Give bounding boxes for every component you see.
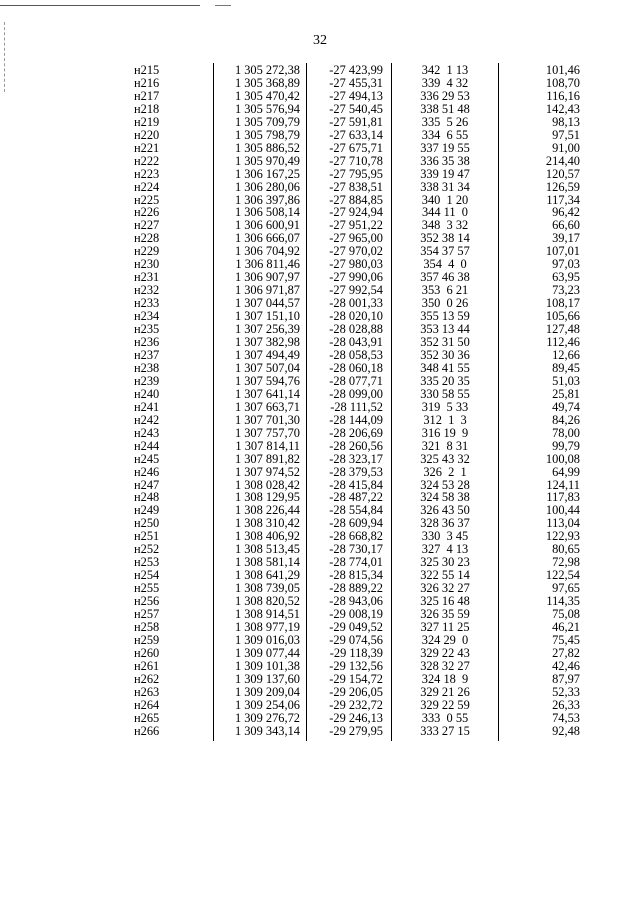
segment-length-cell: 117,83 bbox=[499, 491, 593, 504]
direction-angle-cell: 348 3 32 bbox=[392, 219, 499, 232]
direction-angle-cell: 350 0 26 bbox=[392, 297, 499, 310]
coord-y-cell: -29 132,56 bbox=[307, 660, 392, 673]
table-row bbox=[120, 155, 592, 168]
coord-x-cell: 1 308 129,95 bbox=[214, 491, 307, 504]
direction-angle-cell: 355 13 59 bbox=[392, 310, 499, 323]
coord-y-cell: -27 884,85 bbox=[307, 194, 392, 207]
point-name-cell: н263 bbox=[120, 686, 214, 699]
coord-y-cell: -27 710,78 bbox=[307, 155, 392, 168]
coord-y-cell: -27 423,99 bbox=[307, 63, 392, 77]
point-name-cell: н231 bbox=[120, 271, 214, 284]
direction-angle-cell: 329 22 43 bbox=[392, 647, 499, 660]
segment-length-cell: 100,08 bbox=[499, 453, 593, 466]
point-name-cell: н247 bbox=[120, 479, 214, 492]
point-name-cell: н251 bbox=[120, 530, 214, 543]
segment-length-cell: 98,13 bbox=[499, 116, 593, 129]
coord-x-cell: 1 305 798,79 bbox=[214, 129, 307, 142]
direction-angle-cell: 322 55 14 bbox=[392, 569, 499, 582]
coord-y-cell: -29 279,95 bbox=[307, 725, 392, 741]
coord-y-cell: -27 494,13 bbox=[307, 90, 392, 103]
direction-angle-cell: 353 13 44 bbox=[392, 323, 499, 336]
coord-y-cell: -29 074,56 bbox=[307, 634, 392, 647]
coord-y-cell: -28 379,53 bbox=[307, 466, 392, 479]
coord-y-cell: -28 774,01 bbox=[307, 556, 392, 569]
direction-angle-cell: 352 31 50 bbox=[392, 336, 499, 349]
point-name-cell: н228 bbox=[120, 232, 214, 245]
coord-x-cell: 1 306 971,87 bbox=[214, 284, 307, 297]
direction-angle-cell: 348 41 55 bbox=[392, 362, 499, 375]
table-row bbox=[120, 103, 592, 116]
coord-x-cell: 1 305 272,38 bbox=[214, 63, 307, 77]
point-name-cell: н259 bbox=[120, 634, 214, 647]
coord-x-cell: 1 306 907,97 bbox=[214, 271, 307, 284]
direction-angle-cell: 334 6 55 bbox=[392, 129, 499, 142]
segment-length-cell: 113,04 bbox=[499, 517, 593, 530]
direction-angle-cell: 312 1 3 bbox=[392, 414, 499, 427]
direction-angle-cell: 330 3 45 bbox=[392, 530, 499, 543]
coord-x-cell: 1 308 226,44 bbox=[214, 504, 307, 517]
coord-y-cell: -29 206,05 bbox=[307, 686, 392, 699]
point-name-cell: н245 bbox=[120, 453, 214, 466]
segment-length-cell: 75,45 bbox=[499, 634, 593, 647]
coord-x-cell: 1 308 028,42 bbox=[214, 479, 307, 492]
coord-y-cell: -28 077,71 bbox=[307, 375, 392, 388]
coord-x-cell: 1 307 044,57 bbox=[214, 297, 307, 310]
point-name-cell: н266 bbox=[120, 725, 214, 741]
coord-y-cell: -28 111,52 bbox=[307, 401, 392, 414]
segment-length-cell: 112,46 bbox=[499, 336, 593, 349]
point-name-cell: н242 bbox=[120, 414, 214, 427]
coord-x-cell: 1 309 077,44 bbox=[214, 647, 307, 660]
point-name-cell: н223 bbox=[120, 168, 214, 181]
table-row bbox=[120, 686, 592, 699]
segment-length-cell: 27,82 bbox=[499, 647, 593, 660]
direction-angle-cell: 327 4 13 bbox=[392, 543, 499, 556]
point-name-cell: н249 bbox=[120, 504, 214, 517]
coord-x-cell: 1 307 814,11 bbox=[214, 440, 307, 453]
coord-y-cell: -28 144,09 bbox=[307, 414, 392, 427]
coord-y-cell: -27 951,22 bbox=[307, 219, 392, 232]
coord-y-cell: -27 540,45 bbox=[307, 103, 392, 116]
coord-x-cell: 1 309 209,04 bbox=[214, 686, 307, 699]
coord-y-cell: -29 049,52 bbox=[307, 621, 392, 634]
direction-angle-cell: 333 27 15 bbox=[392, 725, 499, 741]
direction-angle-cell: 327 11 25 bbox=[392, 621, 499, 634]
segment-length-cell: 78,00 bbox=[499, 427, 593, 440]
coord-y-cell: -29 118,39 bbox=[307, 647, 392, 660]
segment-length-cell: 52,33 bbox=[499, 686, 593, 699]
table-row bbox=[120, 388, 592, 401]
direction-angle-cell: 339 19 47 bbox=[392, 168, 499, 181]
segment-length-cell: 108,17 bbox=[499, 297, 593, 310]
point-name-cell: н264 bbox=[120, 699, 214, 712]
coord-x-cell: 1 308 513,45 bbox=[214, 543, 307, 556]
direction-angle-cell: 335 5 26 bbox=[392, 116, 499, 129]
coord-y-cell: -28 668,82 bbox=[307, 530, 392, 543]
point-name-cell: н265 bbox=[120, 712, 214, 725]
table-row bbox=[120, 440, 592, 453]
segment-length-cell: 99,79 bbox=[499, 440, 593, 453]
point-name-cell: н258 bbox=[120, 621, 214, 634]
point-name-cell: н218 bbox=[120, 103, 214, 116]
coord-x-cell: 1 305 886,52 bbox=[214, 142, 307, 155]
coord-x-cell: 1 306 704,92 bbox=[214, 245, 307, 258]
segment-length-cell: 122,93 bbox=[499, 530, 593, 543]
table-row bbox=[120, 414, 592, 427]
direction-angle-cell: 354 4 0 bbox=[392, 258, 499, 271]
coord-x-cell: 1 305 576,94 bbox=[214, 103, 307, 116]
coord-x-cell: 1 309 343,14 bbox=[214, 725, 307, 741]
point-name-cell: н229 bbox=[120, 245, 214, 258]
segment-length-cell: 73,23 bbox=[499, 284, 593, 297]
coord-x-cell: 1 306 280,06 bbox=[214, 181, 307, 194]
direction-angle-cell: 325 16 48 bbox=[392, 595, 499, 608]
direction-angle-cell: 339 4 32 bbox=[392, 77, 499, 90]
coord-y-cell: -28 609,94 bbox=[307, 517, 392, 530]
point-name-cell: н235 bbox=[120, 323, 214, 336]
segment-length-cell: 75,08 bbox=[499, 608, 593, 621]
point-name-cell: н216 bbox=[120, 77, 214, 90]
segment-length-cell: 39,17 bbox=[499, 232, 593, 245]
segment-length-cell: 66,60 bbox=[499, 219, 593, 232]
segment-length-cell: 96,42 bbox=[499, 206, 593, 219]
table-row bbox=[120, 634, 592, 647]
segment-length-cell: 80,65 bbox=[499, 543, 593, 556]
segment-length-cell: 97,51 bbox=[499, 129, 593, 142]
table-row bbox=[120, 63, 592, 77]
coord-y-cell: -27 838,51 bbox=[307, 181, 392, 194]
coord-y-cell: -27 924,94 bbox=[307, 206, 392, 219]
coord-x-cell: 1 308 581,14 bbox=[214, 556, 307, 569]
point-name-cell: н252 bbox=[120, 543, 214, 556]
coord-y-cell: -29 246,13 bbox=[307, 712, 392, 725]
coord-x-cell: 1 309 254,06 bbox=[214, 699, 307, 712]
coord-y-cell: -29 154,72 bbox=[307, 673, 392, 686]
direction-angle-cell: 328 36 37 bbox=[392, 517, 499, 530]
direction-angle-cell: 326 32 27 bbox=[392, 582, 499, 595]
point-name-cell: н232 bbox=[120, 284, 214, 297]
segment-length-cell: 100,44 bbox=[499, 504, 593, 517]
point-name-cell: н261 bbox=[120, 660, 214, 673]
scan-edge-line bbox=[0, 5, 200, 6]
coord-x-cell: 1 307 382,98 bbox=[214, 336, 307, 349]
page-number: 32 bbox=[313, 33, 327, 48]
direction-angle-cell: 324 53 28 bbox=[392, 479, 499, 492]
coord-x-cell: 1 306 600,91 bbox=[214, 219, 307, 232]
point-name-cell: н255 bbox=[120, 582, 214, 595]
segment-length-cell: 72,98 bbox=[499, 556, 593, 569]
coord-y-cell: -28 028,88 bbox=[307, 323, 392, 336]
coord-x-cell: 1 307 151,10 bbox=[214, 310, 307, 323]
segment-length-cell: 120,57 bbox=[499, 168, 593, 181]
point-name-cell: н246 bbox=[120, 466, 214, 479]
table-row bbox=[120, 621, 592, 634]
segment-length-cell: 126,59 bbox=[499, 181, 593, 194]
segment-length-cell: 64,99 bbox=[499, 466, 593, 479]
coord-x-cell: 1 305 470,42 bbox=[214, 90, 307, 103]
point-name-cell: н230 bbox=[120, 258, 214, 271]
table-row bbox=[120, 647, 592, 660]
segment-length-cell: 63,95 bbox=[499, 271, 593, 284]
segment-length-cell: 97,65 bbox=[499, 582, 593, 595]
direction-angle-cell: 344 11 0 bbox=[392, 206, 499, 219]
coord-y-cell: -28 554,84 bbox=[307, 504, 392, 517]
coordinates-table-body bbox=[120, 63, 592, 741]
point-name-cell: н219 bbox=[120, 116, 214, 129]
segment-length-cell: 42,46 bbox=[499, 660, 593, 673]
coord-x-cell: 1 307 757,70 bbox=[214, 427, 307, 440]
direction-angle-cell: 324 18 9 bbox=[392, 673, 499, 686]
coord-x-cell: 1 308 310,42 bbox=[214, 517, 307, 530]
segment-length-cell: 49,74 bbox=[499, 401, 593, 414]
table-row bbox=[120, 427, 592, 440]
coord-x-cell: 1 309 276,72 bbox=[214, 712, 307, 725]
coord-y-cell: -28 043,91 bbox=[307, 336, 392, 349]
direction-angle-cell: 328 32 27 bbox=[392, 660, 499, 673]
coord-y-cell: -27 990,06 bbox=[307, 271, 392, 284]
coord-x-cell: 1 305 368,89 bbox=[214, 77, 307, 90]
coord-x-cell: 1 306 811,46 bbox=[214, 258, 307, 271]
segment-length-cell: 12,66 bbox=[499, 349, 593, 362]
table-row bbox=[120, 699, 592, 712]
point-name-cell: н239 bbox=[120, 375, 214, 388]
coord-x-cell: 1 307 891,82 bbox=[214, 453, 307, 466]
segment-length-cell: 108,70 bbox=[499, 77, 593, 90]
coord-y-cell: -27 675,71 bbox=[307, 142, 392, 155]
point-name-cell: н217 bbox=[120, 90, 214, 103]
scan-edge-line bbox=[215, 5, 231, 6]
coord-x-cell: 1 306 167,25 bbox=[214, 168, 307, 181]
coord-x-cell: 1 308 977,19 bbox=[214, 621, 307, 634]
point-name-cell: н225 bbox=[120, 194, 214, 207]
direction-angle-cell: 319 5 33 bbox=[392, 401, 499, 414]
coord-x-cell: 1 306 666,07 bbox=[214, 232, 307, 245]
table-row bbox=[120, 466, 592, 479]
segment-length-cell: 116,16 bbox=[499, 90, 593, 103]
point-name-cell: н262 bbox=[120, 673, 214, 686]
coord-y-cell: -28 889,22 bbox=[307, 582, 392, 595]
coord-y-cell: -27 795,95 bbox=[307, 168, 392, 181]
coord-y-cell: -28 815,34 bbox=[307, 569, 392, 582]
point-name-cell: н248 bbox=[120, 491, 214, 504]
table-row bbox=[120, 453, 592, 466]
coord-y-cell: -28 060,18 bbox=[307, 362, 392, 375]
segment-length-cell: 97,03 bbox=[499, 258, 593, 271]
coord-x-cell: 1 305 709,79 bbox=[214, 116, 307, 129]
coord-y-cell: -29 232,72 bbox=[307, 699, 392, 712]
point-name-cell: н243 bbox=[120, 427, 214, 440]
coord-x-cell: 1 307 594,76 bbox=[214, 375, 307, 388]
coord-y-cell: -28 260,56 bbox=[307, 440, 392, 453]
segment-length-cell: 127,48 bbox=[499, 323, 593, 336]
direction-angle-cell: 321 8 31 bbox=[392, 440, 499, 453]
coord-x-cell: 1 307 641,14 bbox=[214, 388, 307, 401]
coord-y-cell: -28 020,10 bbox=[307, 310, 392, 323]
point-name-cell: н236 bbox=[120, 336, 214, 349]
table-row bbox=[120, 168, 592, 181]
segment-length-cell: 101,46 bbox=[499, 63, 593, 77]
point-name-cell: н254 bbox=[120, 569, 214, 582]
coord-x-cell: 1 308 820,52 bbox=[214, 595, 307, 608]
point-name-cell: н238 bbox=[120, 362, 214, 375]
point-name-cell: н220 bbox=[120, 129, 214, 142]
point-name-cell: н215 bbox=[120, 63, 214, 77]
table-row bbox=[120, 375, 592, 388]
point-name-cell: н240 bbox=[120, 388, 214, 401]
segment-length-cell: 26,33 bbox=[499, 699, 593, 712]
direction-angle-cell: 329 21 26 bbox=[392, 686, 499, 699]
coord-y-cell: -28 487,22 bbox=[307, 491, 392, 504]
direction-angle-cell: 353 6 21 bbox=[392, 284, 499, 297]
coord-y-cell: -29 008,19 bbox=[307, 608, 392, 621]
table-row bbox=[120, 401, 592, 414]
coord-y-cell: -28 206,69 bbox=[307, 427, 392, 440]
coord-x-cell: 1 306 397,86 bbox=[214, 194, 307, 207]
point-name-cell: н250 bbox=[120, 517, 214, 530]
coord-x-cell: 1 308 739,05 bbox=[214, 582, 307, 595]
coord-y-cell: -27 633,14 bbox=[307, 129, 392, 142]
direction-angle-cell: 324 29 0 bbox=[392, 634, 499, 647]
point-name-cell: н237 bbox=[120, 349, 214, 362]
segment-length-cell: 105,66 bbox=[499, 310, 593, 323]
segment-length-cell: 214,40 bbox=[499, 155, 593, 168]
coord-y-cell: -27 591,81 bbox=[307, 116, 392, 129]
direction-angle-cell: 337 19 55 bbox=[392, 142, 499, 155]
direction-angle-cell: 316 19 9 bbox=[392, 427, 499, 440]
segment-length-cell: 87,97 bbox=[499, 673, 593, 686]
coord-x-cell: 1 309 137,60 bbox=[214, 673, 307, 686]
point-name-cell: н227 bbox=[120, 219, 214, 232]
coord-x-cell: 1 309 016,03 bbox=[214, 634, 307, 647]
coord-x-cell: 1 307 256,39 bbox=[214, 323, 307, 336]
direction-angle-cell: 357 46 38 bbox=[392, 271, 499, 284]
coord-x-cell: 1 305 970,49 bbox=[214, 155, 307, 168]
segment-length-cell: 51,03 bbox=[499, 375, 593, 388]
direction-angle-cell: 342 1 13 bbox=[392, 63, 499, 77]
coord-x-cell: 1 307 507,04 bbox=[214, 362, 307, 375]
segment-length-cell: 84,26 bbox=[499, 414, 593, 427]
table-row bbox=[120, 673, 592, 686]
point-name-cell: н234 bbox=[120, 310, 214, 323]
table-row bbox=[120, 181, 592, 194]
coord-y-cell: -28 943,06 bbox=[307, 595, 392, 608]
segment-length-cell: 89,45 bbox=[499, 362, 593, 375]
segment-length-cell: 142,43 bbox=[499, 103, 593, 116]
segment-length-cell: 124,11 bbox=[499, 479, 593, 492]
direction-angle-cell: 336 35 38 bbox=[392, 155, 499, 168]
point-name-cell: н256 bbox=[120, 595, 214, 608]
direction-angle-cell: 352 38 14 bbox=[392, 232, 499, 245]
coord-x-cell: 1 309 101,38 bbox=[214, 660, 307, 673]
coord-x-cell: 1 307 701,30 bbox=[214, 414, 307, 427]
point-name-cell: н253 bbox=[120, 556, 214, 569]
point-name-cell: н221 bbox=[120, 142, 214, 155]
coord-y-cell: -28 001,33 bbox=[307, 297, 392, 310]
table-row bbox=[120, 660, 592, 673]
coordinates-table bbox=[120, 63, 592, 741]
point-name-cell: н260 bbox=[120, 647, 214, 660]
coord-y-cell: -28 323,17 bbox=[307, 453, 392, 466]
coord-y-cell: -27 992,54 bbox=[307, 284, 392, 297]
point-name-cell: н226 bbox=[120, 206, 214, 219]
coord-y-cell: -27 970,02 bbox=[307, 245, 392, 258]
segment-length-cell: 91,00 bbox=[499, 142, 593, 155]
segment-length-cell: 117,34 bbox=[499, 194, 593, 207]
coord-y-cell: -27 455,31 bbox=[307, 77, 392, 90]
segment-length-cell: 25,81 bbox=[499, 388, 593, 401]
direction-angle-cell: 325 30 23 bbox=[392, 556, 499, 569]
table-row bbox=[120, 90, 592, 103]
direction-angle-cell: 325 43 32 bbox=[392, 453, 499, 466]
table-row bbox=[120, 129, 592, 142]
coord-x-cell: 1 307 494,49 bbox=[214, 349, 307, 362]
point-name-cell: н233 bbox=[120, 297, 214, 310]
table-row bbox=[120, 362, 592, 375]
point-name-cell: н222 bbox=[120, 155, 214, 168]
point-name-cell: н257 bbox=[120, 608, 214, 621]
point-name-cell: н224 bbox=[120, 181, 214, 194]
coord-x-cell: 1 308 641,29 bbox=[214, 569, 307, 582]
direction-angle-cell: 338 31 34 bbox=[392, 181, 499, 194]
coord-x-cell: 1 306 508,14 bbox=[214, 206, 307, 219]
table-row bbox=[120, 725, 592, 741]
segment-length-cell: 107,01 bbox=[499, 245, 593, 258]
segment-length-cell: 46,21 bbox=[499, 621, 593, 634]
coord-y-cell: -28 058,53 bbox=[307, 349, 392, 362]
direction-angle-cell: 330 58 55 bbox=[392, 388, 499, 401]
direction-angle-cell: 354 37 57 bbox=[392, 245, 499, 258]
direction-angle-cell: 333 0 55 bbox=[392, 712, 499, 725]
segment-length-cell: 122,54 bbox=[499, 569, 593, 582]
coord-x-cell: 1 307 663,71 bbox=[214, 401, 307, 414]
coord-x-cell: 1 308 914,51 bbox=[214, 608, 307, 621]
point-name-cell: н241 bbox=[120, 401, 214, 414]
coord-y-cell: -27 980,03 bbox=[307, 258, 392, 271]
direction-angle-cell: 336 29 53 bbox=[392, 90, 499, 103]
direction-angle-cell: 340 1 20 bbox=[392, 194, 499, 207]
coord-y-cell: -27 965,00 bbox=[307, 232, 392, 245]
coord-y-cell: -28 099,00 bbox=[307, 388, 392, 401]
table-row bbox=[120, 142, 592, 155]
segment-length-cell: 74,53 bbox=[499, 712, 593, 725]
table-row bbox=[120, 349, 592, 362]
direction-angle-cell: 335 20 35 bbox=[392, 375, 499, 388]
direction-angle-cell: 326 43 50 bbox=[392, 504, 499, 517]
coord-y-cell: -28 415,84 bbox=[307, 479, 392, 492]
coord-y-cell: -28 730,17 bbox=[307, 543, 392, 556]
point-name-cell: н244 bbox=[120, 440, 214, 453]
table-row bbox=[120, 116, 592, 129]
segment-length-cell: 114,35 bbox=[499, 595, 593, 608]
direction-angle-cell: 338 51 48 bbox=[392, 103, 499, 116]
coord-x-cell: 1 307 974,52 bbox=[214, 466, 307, 479]
segment-length-cell: 92,48 bbox=[499, 725, 593, 741]
direction-angle-cell: 352 30 36 bbox=[392, 349, 499, 362]
direction-angle-cell: 326 35 59 bbox=[392, 608, 499, 621]
table-row bbox=[120, 77, 592, 90]
direction-angle-cell: 324 58 38 bbox=[392, 491, 499, 504]
coord-x-cell: 1 308 406,92 bbox=[214, 530, 307, 543]
direction-angle-cell: 329 22 59 bbox=[392, 699, 499, 712]
direction-angle-cell: 326 2 1 bbox=[392, 466, 499, 479]
table-row bbox=[120, 712, 592, 725]
